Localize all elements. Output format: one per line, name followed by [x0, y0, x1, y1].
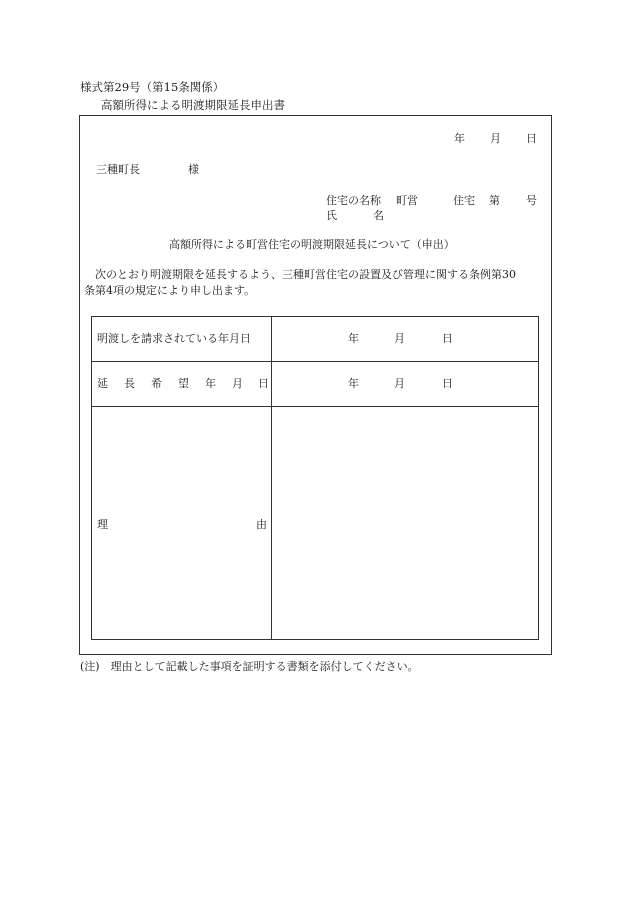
reason-label-1: 理 — [97, 518, 108, 531]
requested-date-label: 明渡しを請求されている年月日 — [97, 332, 251, 345]
extension-label-char-7: 日 — [258, 377, 269, 390]
applicant-name-label-2: 名 — [373, 209, 384, 222]
extension-date-year: 年 — [348, 377, 359, 390]
extension-date-day: 日 — [442, 377, 453, 390]
form-number: 様式第29号（第15条関係） — [80, 80, 225, 94]
extension-label-char-3: 希 — [151, 377, 162, 390]
subject-line: 高額所得による町営住宅の明渡期限延長について（申出） — [169, 238, 455, 251]
extension-label-char-5: 年 — [205, 377, 216, 390]
extension-date-month: 月 — [394, 377, 405, 390]
extension-label-char-2: 長 — [124, 377, 135, 390]
applicant-name-label-1: 氏 — [326, 209, 337, 222]
requested-date-day: 日 — [442, 332, 453, 345]
requested-date-month: 月 — [394, 332, 405, 345]
date-day-label: 日 — [526, 132, 537, 145]
table-row-divider-1 — [92, 361, 538, 362]
addressee-honorific: 様 — [188, 163, 199, 176]
date-month-label: 月 — [490, 132, 501, 145]
date-year-label: 年 — [454, 132, 465, 145]
addressee-name: 三種町長 — [96, 163, 140, 176]
extension-label-char-1: 延 — [97, 377, 108, 390]
footnote: (注) 理由として記載した事項を証明する書類を添付してください。 — [80, 660, 419, 673]
housing-name-label: 住宅の名称 — [326, 194, 381, 207]
housing-number-prefix: 第 — [489, 194, 500, 207]
housing-number-suffix: 号 — [526, 194, 537, 207]
application-table — [91, 316, 539, 640]
housing-suffix: 住宅 — [453, 194, 475, 207]
requested-date-year: 年 — [348, 332, 359, 345]
reason-label-2: 由 — [256, 518, 267, 531]
document-title: 高額所得による明渡期限延長申出書 — [101, 98, 285, 112]
housing-name-value: 町営 — [396, 194, 418, 207]
table-column-divider — [271, 317, 272, 639]
body-text-line-2: 条第4項の規定により申し出ます。 — [84, 284, 256, 297]
body-text-line-1: 次のとおり明渡期限を延長するよう、三種町営住宅の設置及び管理に関する条例第30 — [95, 268, 516, 281]
table-row-divider-2 — [92, 406, 538, 407]
extension-label-char-6: 月 — [232, 377, 243, 390]
extension-label-char-4: 望 — [178, 377, 189, 390]
